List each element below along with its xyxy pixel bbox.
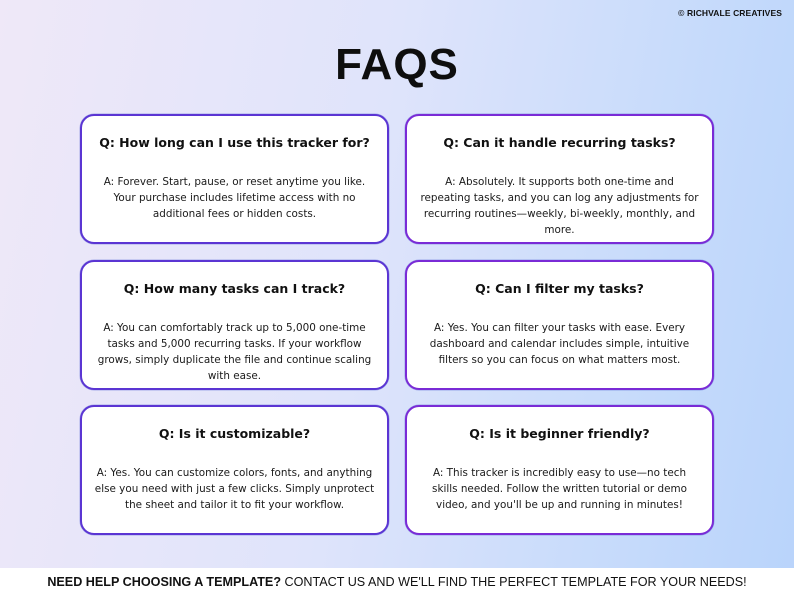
faq-answer: A: This tracker is incredibly easy to use—no tech skills needed. Follow the written tutorial or demo video, and you'll be up and running in minutes! — [432, 467, 687, 511]
faq-question: Q: How long can I use this tracker for? — [99, 135, 370, 150]
faq-card-lifetime — [80, 114, 389, 244]
footer-highlight: NEED HELP CHOOSING A TEMPLATE? — [47, 575, 282, 589]
faq-card-recurring — [405, 114, 714, 244]
faq-question: Q: How many tasks can I track? — [123, 281, 346, 296]
faq-question: Q: Is it customizable? — [158, 426, 311, 441]
faq-answer: A: Absolutely. It supports both one-time and repeating tasks, and you can log any adjustments for recurring routines—weekly, bi-weekly, monthly, and more. — [420, 176, 699, 236]
page-title: FAQS — [335, 40, 459, 89]
footer-banner — [0, 568, 794, 596]
copyright-notice: © RICHVALE CREATIVES — [678, 8, 782, 18]
faq-card-customizable — [80, 405, 389, 535]
faq-card-filter — [405, 260, 714, 390]
footer-text: CONTACT US AND WE'LL FIND THE PERFECT TEMPLATE FOR YOUR NEEDS! — [281, 575, 747, 589]
faq-answer: A: Yes. You can customize colors, fonts, and anything else you need with just a few clicks. Simply unprotect the sheet and tailor it to fit your workflow. — [94, 467, 375, 511]
faq-question: Q: Can I filter my tasks? — [475, 281, 644, 296]
faq-answer: A: You can comfortably track up to 5,000 one-time tasks and 5,000 recurring tasks. If your workflow grows, simply duplicate the file and continue scaling with ease. — [97, 322, 372, 382]
faq-answer: A: Yes. You can filter your tasks with ease. Every dashboard and calendar includes simple, intuitive filters so you can focus on what matters most. — [429, 322, 690, 366]
faq-question: Q: Can it handle recurring tasks? — [443, 135, 676, 150]
faq-question: Q: Is it beginner friendly? — [469, 426, 650, 441]
faq-card-beginner — [405, 405, 714, 535]
faq-answer: A: Forever. Start, pause, or reset anytime you like. Your purchase includes lifetime access with no additional fees or hidden costs. — [103, 176, 366, 220]
faq-card-task-limit — [80, 260, 389, 390]
